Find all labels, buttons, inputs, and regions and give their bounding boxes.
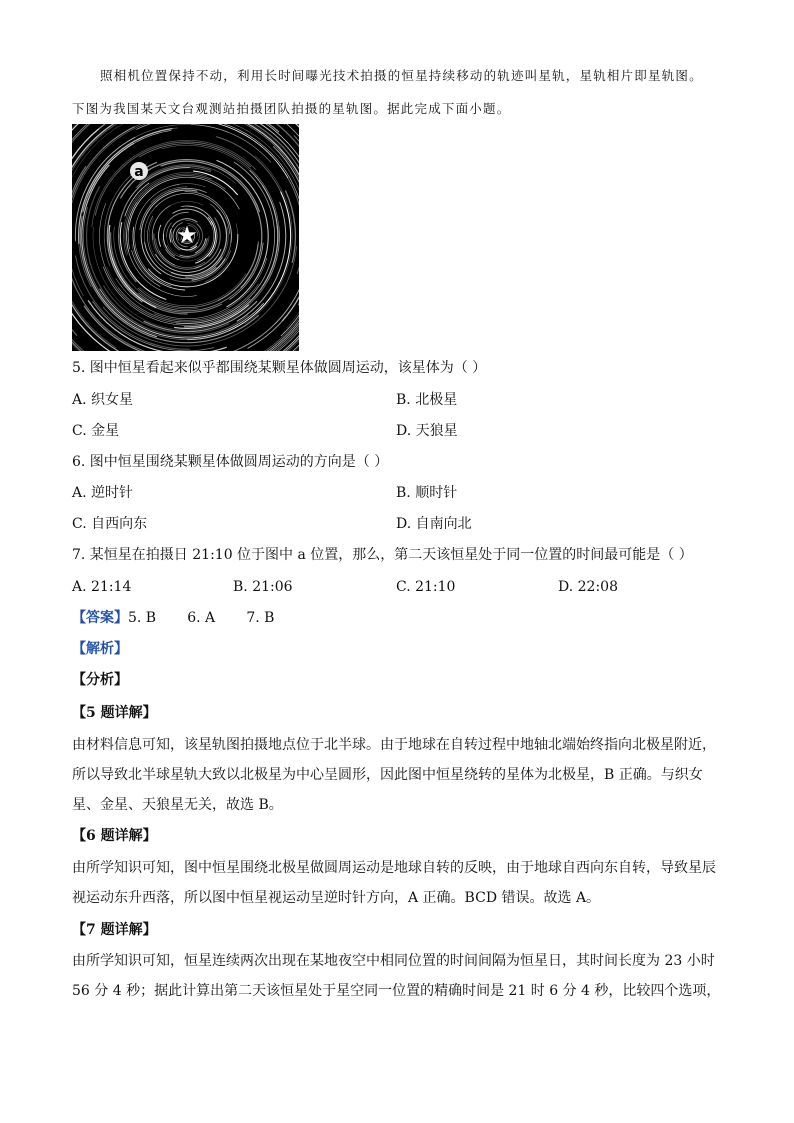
answer-text: 5. B 6. A 7. B [128,610,275,626]
explain5-line-1: 由材料信息可知，该星轨图拍摄地点位于北半球。由于地球在自转过程中地轴北端始终指向北极星附近， [72,737,716,753]
star-trail-image [72,124,299,351]
polaris-star-icon: ★ [176,221,198,249]
q6-option-c: C. 自西向东 [72,516,148,532]
explain6-line-2: 视运动东升西落，所以图中恒星视运动呈逆时针方向，A 正确。BCD 错误。故选 A。 [72,890,601,906]
intro-line-1: 照相机位置保持不动，利用长时间曝光技术拍摄的恒星持续移动的轨迹叫星轨，星轨相片即星轨图。 [100,68,703,83]
q6-option-d: D. 自南向北 [396,516,472,532]
q5-stem: 5. 图中恒星看起来似乎都围绕某颗星体做圆周运动，该星体为（ ） [72,360,487,376]
q7-stem: 7. 某恒星在拍摄日 21:10 位于图中 a 位置，那么，第二天该恒星处于同一位置的时间最可能是（ ） [72,547,693,563]
explain7-line-1: 由所学知识可知，恒星连续两次出现在某地夜空中相同位置的时间间隔为恒星日，其时间长度为 23 小时 [72,953,715,969]
explain5-line-2: 所以导致北半球星轨大致以北极星为中心呈圆形，因此图中恒星绕转的星体为北极星，B 正确。与织女 [72,767,703,783]
q6-stem: 6. 图中恒星围绕某颗星体做圆周运动的方向是（ ） [72,454,389,470]
explain5-line-3: 星、金星、天狼星无关，故选 B。 [72,797,283,813]
q6-option-b: B. 顺时针 [396,485,458,501]
explain6-line-1: 由所学知识可知，图中恒星围绕北极星做圆周运动是地球自转的反映，由于地球自西向东自转，导致星辰 [72,860,716,876]
q7-option-b: B. 21:06 [233,579,293,595]
q7-option-c: C. 21:10 [396,579,456,595]
q7-option-a: A. 21:14 [72,579,132,595]
section-jiexi: 【解析】 [72,641,128,657]
q5-option-a: A. 织女星 [72,392,134,408]
intro-line-2: 下图为我国某天文台观测站拍摄团队拍摄的星轨图。据此完成下面小题。 [72,101,511,116]
q5-option-c: C. 金星 [72,423,120,439]
section-fenxi: 【分析】 [72,672,128,688]
q6-option-a: A. 逆时针 [72,485,134,501]
section-detail-6: 【6 题详解】 [72,828,157,844]
section-detail-5: 【5 题详解】 [72,705,157,721]
q5-option-b: B. 北极星 [396,392,458,408]
section-detail-7: 【7 题详解】 [72,922,157,938]
q5-option-d: D. 天狼星 [396,423,458,439]
q7-option-d: D. 22:08 [558,579,618,595]
explain7-line-2: 56 分 4 秒；据此计算出第二天该恒星处于星空同一位置的精确时间是 21 时 6 分 4 秒，比较四个选项， [72,983,721,999]
answer-line [72,608,274,628]
answer-label: 【答案】 [72,610,128,626]
star-trail-graphic [72,124,299,351]
label-a: a [134,164,144,180]
